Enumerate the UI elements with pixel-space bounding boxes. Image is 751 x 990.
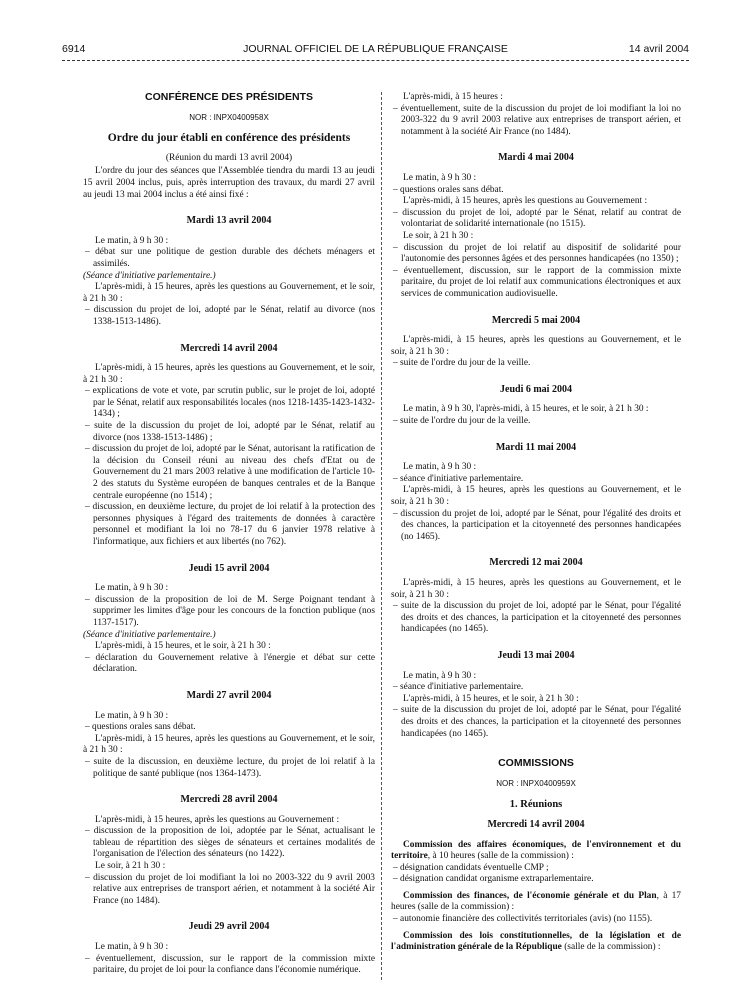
- issue-date: 14 avril 2004: [628, 43, 689, 55]
- continued-agenda: [391, 92, 681, 138]
- agenda-day: [83, 215, 375, 328]
- day-heading: Mercredi 5 mai 2004: [491, 314, 581, 326]
- agenda-item: – déclaration du Gouvernement relative à l'énergie et débat sur cette déclaration.: [85, 652, 375, 675]
- time-slot: Le matin, à 9 h 30 :: [403, 172, 477, 183]
- day-heading: Mercredi 28 avril 2004: [180, 794, 278, 806]
- session-note: (Séance d'initiative parlementaire.): [83, 270, 216, 281]
- agenda-day: [391, 557, 681, 636]
- column-divider: [381, 92, 382, 980]
- time-slot: Le soir, à 21 h 30 :: [403, 230, 474, 241]
- time-slot: L'après-midi, à 15 heures, après les questions au Gouvernement :: [403, 196, 648, 207]
- time-slot: L'après-midi, à 15 heures, après les questions au Gouvernement, et le soir, à 21 h 30 :: [391, 335, 681, 357]
- right-agenda-days: [391, 152, 681, 740]
- agenda-day: [83, 794, 375, 907]
- commission-item: – désignation candidat organisme extraparlementaire.: [393, 874, 594, 885]
- agenda-item: – suite de la discussion, en deuxième lecture, du projet de loi relatif à la politique de santé publique (nos 1364-1473).: [85, 756, 375, 779]
- left-agenda-days: [83, 215, 375, 977]
- time-slot: L'après-midi, à 15 heures, après les questions au Gouvernement :: [95, 814, 340, 825]
- time-slot: Le matin, à 9 h 30 :: [403, 462, 477, 473]
- right-column: [391, 92, 681, 959]
- agenda-day: [391, 152, 681, 300]
- day-heading: Mercredi 14 avril 2004: [180, 342, 278, 354]
- agenda-day: [83, 343, 375, 549]
- agenda-item: – suite de la discussion du projet de loi, adopté par le Sénat, relatif au divorce (nos 1338-1513-1486) ;: [85, 421, 375, 443]
- time-slot: L'après-midi, à 15 heures, et le soir, à 21 h 30 :: [403, 693, 579, 704]
- commission-place: , à 10 heures (salle de la commission) :: [427, 851, 574, 862]
- time-slot: Le soir, à 21 h 30 :: [95, 861, 166, 872]
- agenda-item: – suite de l'ordre du jour de la veille.: [393, 416, 531, 427]
- day-heading: Mardi 27 avril 2004: [186, 689, 272, 701]
- agenda-item: – éventuellement, discussion, sur le rapport de la commission mixte paritaire, du projet de loi relatif aux communications électroniques et aux services de communication audiovisuelle.: [393, 265, 681, 299]
- time-slot: L'après-midi, à 15 heures, et le soir, à 21 h 30 :: [95, 641, 271, 652]
- agenda-day: [391, 442, 681, 544]
- agenda-item: – discussion de la proposition de loi de M. Serge Poignant tendant à supprimer les limites d'âge pour les concours de la fonction publique (nos 1137-1517).: [85, 594, 375, 628]
- meeting-date: (Réunion du mardi 13 avril 2004): [165, 152, 293, 163]
- agenda-item: – débat sur une politique de gestion durable des déchets ménagers et assimilés.: [85, 247, 375, 269]
- time-slot: Le matin, à 9 h 30 :: [95, 583, 169, 594]
- time-slot: Le matin, à 9 h 30 :: [95, 235, 169, 246]
- nor-reference: NOR : INPX0400958X: [189, 112, 269, 122]
- agenda-item: – discussion du projet de loi, adopté par le Sénat, relatif au contrat de volontariat de solidarité internationale (no 1515).: [393, 207, 681, 230]
- agenda-intro: L'ordre du jour des séances que l'Assemblée tiendra du mardi 13 au jeudi 15 avril 2004 inclus, puis, après interruption des travaux, du mardi 27 avril au jeudi 13 mai 2004 inclus a été ainsi fixé :: [83, 166, 375, 200]
- time-slot: Le matin, à 9 h 30 :: [95, 942, 169, 953]
- day-heading: Jeudi 6 mai 2004: [500, 383, 572, 395]
- time-slot: L'après-midi, à 15 heures, après les questions au Gouvernement, et le soir, à 21 h 30 :: [83, 282, 375, 304]
- time-slot: L'après-midi, à 15 heures, après les questions au Gouvernement, et le soir, à 21 h 30 :: [83, 363, 375, 385]
- agenda-item: – séance d'initiative parlementaire.: [393, 473, 524, 484]
- agenda-day: [83, 921, 375, 976]
- agenda-item: – éventuellement, discussion, sur le rapport de la commission mixte paritaire, du projet de loi pour la confiance dans l'économie numérique.: [85, 953, 375, 976]
- time-slot: L'après-midi, à 15 heures, après les questions au Gouvernement, et le soir, à 21 h 30 :: [391, 578, 681, 600]
- commission-name: Commission des affaires économiques, de l'environnement et du territoire: [391, 839, 681, 862]
- day-heading: Mercredi 12 mai 2004: [489, 557, 583, 569]
- day-heading: Mardi 13 avril 2004: [186, 215, 272, 227]
- agenda-item: – discussion de la proposition de loi, adoptée par le Sénat, actualisant le tableau de répartition des sièges de sénateurs et certaines modalités de l'organisation de l'élection des sénateurs (no 1422).: [85, 826, 375, 860]
- commission-entry: [391, 840, 681, 886]
- agenda-item: – discussion, en deuxième lecture, du projet de loi relatif à la protection des personnes physiques à l'égard des traitements de données à caractère personnel et modifiant la loi no 78-17 du 6 janvier 1978 relative à l'informatique, aux fichiers et aux libertés (no 762).: [85, 502, 375, 547]
- time-slot: Le matin, à 9 h 30 :: [95, 710, 169, 721]
- header-divider: [62, 60, 689, 61]
- page-number: 6914: [62, 43, 86, 55]
- commission-heading: [391, 840, 681, 863]
- page-header: [62, 44, 689, 58]
- commission-entry: [391, 891, 681, 926]
- agenda-item: – suite de l'ordre du jour de la veille.: [393, 358, 531, 369]
- session-note: (Séance d'initiative parlementaire.): [83, 629, 216, 640]
- agenda-subtitle: Ordre du jour établi en conférence des présidents: [107, 132, 351, 145]
- commission-place: , à 17 heures (salle de la commission) :: [391, 890, 681, 913]
- agenda-day: [391, 384, 681, 428]
- agenda-item: – discussion du projet de loi, adopté par le Sénat, relatif au divorce (nos 1338-1513-1486).: [85, 305, 375, 327]
- time-slot: L'après-midi, à 15 heures :: [403, 92, 503, 102]
- time-slot: L'après-midi, à 15 heures, après les questions au Gouvernement, et le soir, à 21 h 30 :: [83, 733, 375, 756]
- time-slot: Le matin, à 9 h 30 :: [403, 670, 477, 681]
- left-column: [83, 92, 375, 977]
- agenda-item: – éventuellement, suite de la discussion du projet de loi modifiant la loi no 2003-322 du 9 avril 2003 relative aux entreprises de transport aérien, et notamment à la société Air France (no 1484).: [393, 103, 681, 137]
- reunions-subtitle: 1. Réunions: [509, 799, 563, 811]
- day-heading: Jeudi 29 avril 2004: [188, 921, 270, 933]
- day-heading: Mardi 11 mai 2004: [495, 441, 577, 453]
- agenda-day: [83, 563, 375, 676]
- commissions-day: Mercredi 14 avril 2004: [487, 818, 585, 830]
- commission-entry: [391, 931, 681, 954]
- agenda-day: [391, 315, 681, 370]
- agenda-item: – discussion du projet de loi, adopté par le Sénat, pour l'égalité des droits et des chances, la participation et la citoyenneté des personnes handicapées (no 1465).: [393, 508, 681, 542]
- day-heading: Jeudi 13 mai 2004: [497, 649, 575, 661]
- commission-heading: [391, 891, 681, 914]
- agenda-day: [83, 690, 375, 780]
- day-heading: Mardi 4 mai 2004: [498, 152, 574, 164]
- section-title: CONFÉRENCE DES PRÉSIDENTS: [144, 91, 314, 103]
- commission-item: – autonomie financière des collectivités territoriales (avis) (no 1155).: [393, 914, 653, 925]
- commission-heading: [391, 931, 681, 954]
- agenda-item: – suite de la discussion du projet de loi, adopté par le Sénat, pour l'égalité des droits et des chances, la participation et la citoyenneté des personnes handicapées (no 1465).: [393, 705, 681, 739]
- agenda-item: – explications de vote et vote, par scrutin public, sur le projet de loi, adopté par le Sénat, relatif aux responsabilités locales (nos 1218-1435-1423-1432-1434) ;: [85, 386, 375, 420]
- day-heading: Jeudi 15 avril 2004: [188, 562, 270, 574]
- commission-item: – désignation candidats éventuelle CMP ;: [393, 862, 549, 873]
- journal-title: JOURNAL OFFICIEL DE LA RÉPUBLIQUE FRANÇAISE: [243, 43, 508, 55]
- commission-list: [391, 840, 681, 954]
- agenda-item: – questions orales sans débat.: [85, 722, 196, 733]
- commission-place: (salle de la commission) :: [561, 942, 661, 953]
- commission-name: Commission des lois constitutionnelles, de la législation et de l'administration générale de la République: [391, 930, 681, 953]
- commissions-title: COMMISSIONS: [498, 757, 574, 770]
- time-slot: L'après-midi, à 15 heures, après les questions au Gouvernement, et le soir, à 21 h 30 :: [391, 485, 681, 508]
- agenda-day: [391, 650, 681, 740]
- time-slot: Le matin, à 9 h 30, l'après-midi, à 15 heures, et le soir, à 21 h 30 :: [403, 404, 649, 415]
- commission-name: Commission des finances, de l'économie générale et du Plan: [403, 890, 657, 901]
- commissions-nor: NOR : INPX0400959X: [496, 778, 576, 788]
- agenda-item: – discussion du projet de loi relatif au dispositif de solidarité pour l'autonomie des personnes âgées et des personnes handicapées (no 1350) ;: [393, 242, 681, 265]
- agenda-item: – discussion du projet de loi, adopté par le Sénat, autorisant la ratification de la décision du Conseil réuni au niveau des chefs d'Etat ou de Gouvernement du 21 mars 2003 relative à une modification de l'article 10-2 des statuts du Système européen de banques centrales et de la Banque centrale européenne (no 1514) ;: [85, 444, 375, 501]
- agenda-item: – questions orales sans débat.: [393, 184, 504, 195]
- agenda-item: – séance d'initiative parlementaire.: [393, 682, 524, 693]
- agenda-item: – discussion du projet de loi modifiant la loi no 2003-322 du 9 avril 2003 relative aux entreprises de transport aérien, et notamment à la société Air France (no 1484).: [85, 872, 375, 906]
- agenda-item: – suite de la discussion du projet de loi, adopté par le Sénat, pour l'égalité des droits et des chances, la participation et la citoyenneté des personnes handicapées (no 1465).: [393, 601, 681, 635]
